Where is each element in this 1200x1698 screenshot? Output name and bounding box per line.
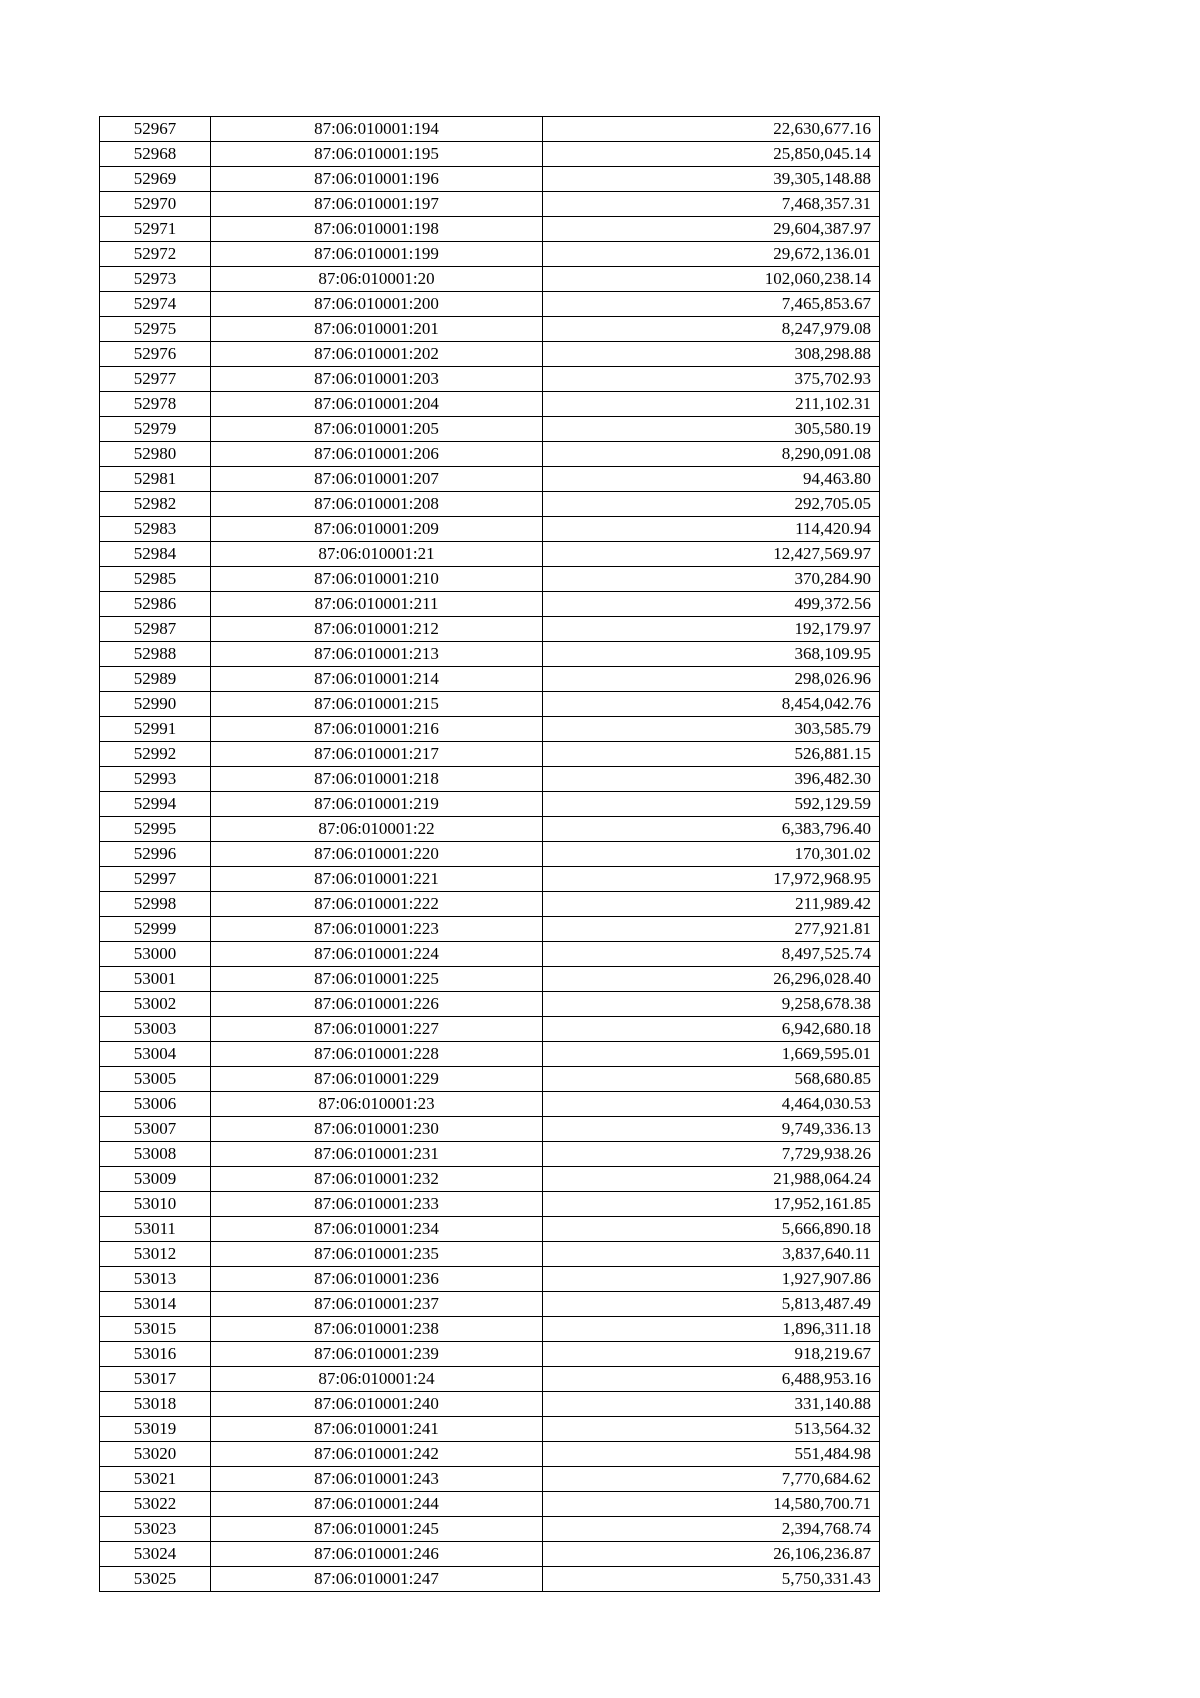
table-row: [100, 842, 880, 867]
value-cell: 2,394,768.74: [543, 1517, 880, 1542]
value-cell: 14,580,700.71: [543, 1492, 880, 1517]
cadastral-id-cell: 87:06:010001:247: [211, 1567, 543, 1592]
table-row: [100, 1042, 880, 1067]
value-cell: 526,881.15: [543, 742, 880, 767]
cadastral-id-cell: 87:06:010001:24: [211, 1367, 543, 1392]
table-row: [100, 1467, 880, 1492]
row-number-cell: 53023: [100, 1517, 211, 1542]
table-row: [100, 117, 880, 142]
table-row: [100, 442, 880, 467]
table-row: [100, 1017, 880, 1042]
table-row: [100, 417, 880, 442]
row-number-cell: 52979: [100, 417, 211, 442]
table-row: [100, 1067, 880, 1092]
value-cell: 305,580.19: [543, 417, 880, 442]
value-cell: 308,298.88: [543, 342, 880, 367]
row-number-cell: 52971: [100, 217, 211, 242]
table-row: [100, 192, 880, 217]
row-number-cell: 52982: [100, 492, 211, 517]
table-row: [100, 1317, 880, 1342]
cadastral-id-cell: 87:06:010001:216: [211, 717, 543, 742]
table-row: [100, 617, 880, 642]
value-cell: 192,179.97: [543, 617, 880, 642]
value-cell: 8,247,979.08: [543, 317, 880, 342]
value-cell: 29,604,387.97: [543, 217, 880, 242]
value-cell: 298,026.96: [543, 667, 880, 692]
cadastral-id-cell: 87:06:010001:198: [211, 217, 543, 242]
table-row: [100, 1442, 880, 1467]
row-number-cell: 52991: [100, 717, 211, 742]
cadastral-id-cell: 87:06:010001:210: [211, 567, 543, 592]
value-cell: 22,630,677.16: [543, 117, 880, 142]
cadastral-id-cell: 87:06:010001:232: [211, 1167, 543, 1192]
table-row: [100, 1567, 880, 1592]
cadastral-id-cell: 87:06:010001:202: [211, 342, 543, 367]
value-cell: 8,454,042.76: [543, 692, 880, 717]
row-number-cell: 53014: [100, 1292, 211, 1317]
table-row: [100, 592, 880, 617]
cadastral-id-cell: 87:06:010001:207: [211, 467, 543, 492]
table-row: [100, 1192, 880, 1217]
table-row: [100, 292, 880, 317]
cadastral-id-cell: 87:06:010001:20: [211, 267, 543, 292]
row-number-cell: 53021: [100, 1467, 211, 1492]
cadastral-id-cell: 87:06:010001:242: [211, 1442, 543, 1467]
row-number-cell: 52989: [100, 667, 211, 692]
table-row: [100, 167, 880, 192]
table-row: [100, 367, 880, 392]
row-number-cell: 52985: [100, 567, 211, 592]
row-number-cell: 52973: [100, 267, 211, 292]
value-cell: 396,482.30: [543, 767, 880, 792]
table-row: [100, 1517, 880, 1542]
value-cell: 292,705.05: [543, 492, 880, 517]
row-number-cell: 52984: [100, 542, 211, 567]
cadastral-id-cell: 87:06:010001:241: [211, 1417, 543, 1442]
row-number-cell: 53016: [100, 1342, 211, 1367]
table-row: [100, 742, 880, 767]
row-number-cell: 52995: [100, 817, 211, 842]
cadastral-id-cell: 87:06:010001:197: [211, 192, 543, 217]
table-row: [100, 1417, 880, 1442]
row-number-cell: 53018: [100, 1392, 211, 1417]
cadastral-id-cell: 87:06:010001:217: [211, 742, 543, 767]
table-row: [100, 817, 880, 842]
table-row: [100, 667, 880, 692]
value-cell: 5,750,331.43: [543, 1567, 880, 1592]
value-cell: 29,672,136.01: [543, 242, 880, 267]
row-number-cell: 52967: [100, 117, 211, 142]
table-row: [100, 1117, 880, 1142]
value-cell: 211,102.31: [543, 392, 880, 417]
row-number-cell: 53006: [100, 1092, 211, 1117]
table-row: [100, 1367, 880, 1392]
cadastral-id-cell: 87:06:010001:222: [211, 892, 543, 917]
table-row: [100, 942, 880, 967]
value-cell: 102,060,238.14: [543, 267, 880, 292]
row-number-cell: 53025: [100, 1567, 211, 1592]
cadastral-id-cell: 87:06:010001:21: [211, 542, 543, 567]
cadastral-id-cell: 87:06:010001:22: [211, 817, 543, 842]
table-row: [100, 1392, 880, 1417]
value-cell: 8,497,525.74: [543, 942, 880, 967]
cadastral-id-cell: 87:06:010001:239: [211, 1342, 543, 1367]
row-number-cell: 52999: [100, 917, 211, 942]
value-cell: 592,129.59: [543, 792, 880, 817]
table-row: [100, 967, 880, 992]
value-cell: 331,140.88: [543, 1392, 880, 1417]
row-number-cell: 53005: [100, 1067, 211, 1092]
row-number-cell: 52994: [100, 792, 211, 817]
table-row: [100, 1217, 880, 1242]
value-cell: 3,837,640.11: [543, 1242, 880, 1267]
table-row: [100, 492, 880, 517]
value-cell: 21,988,064.24: [543, 1167, 880, 1192]
data-table: [99, 116, 880, 1592]
row-number-cell: 52972: [100, 242, 211, 267]
table-row: [100, 142, 880, 167]
value-cell: 7,468,357.31: [543, 192, 880, 217]
row-number-cell: 52974: [100, 292, 211, 317]
row-number-cell: 53012: [100, 1242, 211, 1267]
cadastral-id-cell: 87:06:010001:230: [211, 1117, 543, 1142]
cadastral-id-cell: 87:06:010001:219: [211, 792, 543, 817]
value-cell: 170,301.02: [543, 842, 880, 867]
row-number-cell: 52983: [100, 517, 211, 542]
cadastral-id-cell: 87:06:010001:244: [211, 1492, 543, 1517]
value-cell: 370,284.90: [543, 567, 880, 592]
cadastral-id-cell: 87:06:010001:220: [211, 842, 543, 867]
cadastral-id-cell: 87:06:010001:238: [211, 1317, 543, 1342]
row-number-cell: 52992: [100, 742, 211, 767]
value-cell: 4,464,030.53: [543, 1092, 880, 1117]
value-cell: 6,383,796.40: [543, 817, 880, 842]
row-number-cell: 53020: [100, 1442, 211, 1467]
row-number-cell: 53000: [100, 942, 211, 967]
cadastral-id-cell: 87:06:010001:211: [211, 592, 543, 617]
table-row: [100, 1242, 880, 1267]
value-cell: 5,813,487.49: [543, 1292, 880, 1317]
cadastral-id-cell: 87:06:010001:200: [211, 292, 543, 317]
table-row: [100, 867, 880, 892]
table-row: [100, 692, 880, 717]
cadastral-id-cell: 87:06:010001:243: [211, 1467, 543, 1492]
row-number-cell: 52970: [100, 192, 211, 217]
table-row: [100, 267, 880, 292]
cadastral-id-cell: 87:06:010001:196: [211, 167, 543, 192]
row-number-cell: 53017: [100, 1367, 211, 1392]
cadastral-id-cell: 87:06:010001:233: [211, 1192, 543, 1217]
cadastral-id-cell: 87:06:010001:224: [211, 942, 543, 967]
row-number-cell: 52993: [100, 767, 211, 792]
table-row: [100, 217, 880, 242]
row-number-cell: 52996: [100, 842, 211, 867]
cadastral-id-cell: 87:06:010001:237: [211, 1292, 543, 1317]
row-number-cell: 53019: [100, 1417, 211, 1442]
row-number-cell: 52986: [100, 592, 211, 617]
table-row: [100, 1342, 880, 1367]
cadastral-id-cell: 87:06:010001:212: [211, 617, 543, 642]
table-row: [100, 1267, 880, 1292]
cadastral-id-cell: 87:06:010001:227: [211, 1017, 543, 1042]
row-number-cell: 52975: [100, 317, 211, 342]
row-number-cell: 52990: [100, 692, 211, 717]
value-cell: 551,484.98: [543, 1442, 880, 1467]
value-cell: 39,305,148.88: [543, 167, 880, 192]
value-cell: 375,702.93: [543, 367, 880, 392]
row-number-cell: 53004: [100, 1042, 211, 1067]
table-row: [100, 392, 880, 417]
value-cell: 17,972,968.95: [543, 867, 880, 892]
cadastral-id-cell: 87:06:010001:203: [211, 367, 543, 392]
row-number-cell: 53008: [100, 1142, 211, 1167]
table-row: [100, 1092, 880, 1117]
cadastral-id-cell: 87:06:010001:229: [211, 1067, 543, 1092]
row-number-cell: 52969: [100, 167, 211, 192]
row-number-cell: 53010: [100, 1192, 211, 1217]
value-cell: 8,290,091.08: [543, 442, 880, 467]
value-cell: 94,463.80: [543, 467, 880, 492]
row-number-cell: 52968: [100, 142, 211, 167]
row-number-cell: 53001: [100, 967, 211, 992]
cadastral-id-cell: 87:06:010001:231: [211, 1142, 543, 1167]
cadastral-id-cell: 87:06:010001:235: [211, 1242, 543, 1267]
cadastral-id-cell: 87:06:010001:215: [211, 692, 543, 717]
value-cell: 9,749,336.13: [543, 1117, 880, 1142]
row-number-cell: 52988: [100, 642, 211, 667]
table-row: [100, 242, 880, 267]
cadastral-id-cell: 87:06:010001:213: [211, 642, 543, 667]
table-row: [100, 342, 880, 367]
row-number-cell: 52997: [100, 867, 211, 892]
table-row: [100, 467, 880, 492]
row-number-cell: 52981: [100, 467, 211, 492]
table-row: [100, 892, 880, 917]
row-number-cell: 53022: [100, 1492, 211, 1517]
value-cell: 9,258,678.38: [543, 992, 880, 1017]
cadastral-id-cell: 87:06:010001:23: [211, 1092, 543, 1117]
value-cell: 7,465,853.67: [543, 292, 880, 317]
cadastral-id-cell: 87:06:010001:221: [211, 867, 543, 892]
table-row: [100, 642, 880, 667]
table-row: [100, 792, 880, 817]
cadastral-id-cell: 87:06:010001:234: [211, 1217, 543, 1242]
table-row: [100, 1292, 880, 1317]
value-cell: 17,952,161.85: [543, 1192, 880, 1217]
value-cell: 499,372.56: [543, 592, 880, 617]
cadastral-id-cell: 87:06:010001:209: [211, 517, 543, 542]
cadastral-id-cell: 87:06:010001:205: [211, 417, 543, 442]
value-cell: 568,680.85: [543, 1067, 880, 1092]
value-cell: 6,488,953.16: [543, 1367, 880, 1392]
cadastral-id-cell: 87:06:010001:206: [211, 442, 543, 467]
value-cell: 7,729,938.26: [543, 1142, 880, 1167]
value-cell: 1,896,311.18: [543, 1317, 880, 1342]
value-cell: 1,927,907.86: [543, 1267, 880, 1292]
cadastral-id-cell: 87:06:010001:204: [211, 392, 543, 417]
table-row: [100, 992, 880, 1017]
cadastral-id-cell: 87:06:010001:208: [211, 492, 543, 517]
row-number-cell: 53007: [100, 1117, 211, 1142]
row-number-cell: 53002: [100, 992, 211, 1017]
table-body: [100, 117, 880, 1592]
cadastral-id-cell: 87:06:010001:245: [211, 1517, 543, 1542]
table-row: [100, 1492, 880, 1517]
table-row: [100, 517, 880, 542]
cadastral-id-cell: 87:06:010001:240: [211, 1392, 543, 1417]
value-cell: 5,666,890.18: [543, 1217, 880, 1242]
row-number-cell: 52976: [100, 342, 211, 367]
table-row: [100, 1167, 880, 1192]
cadastral-id-cell: 87:06:010001:225: [211, 967, 543, 992]
value-cell: 26,296,028.40: [543, 967, 880, 992]
row-number-cell: 53024: [100, 1542, 211, 1567]
cadastral-id-cell: 87:06:010001:201: [211, 317, 543, 342]
table-row: [100, 767, 880, 792]
cadastral-id-cell: 87:06:010001:195: [211, 142, 543, 167]
value-cell: 368,109.95: [543, 642, 880, 667]
value-cell: 26,106,236.87: [543, 1542, 880, 1567]
value-cell: 6,942,680.18: [543, 1017, 880, 1042]
value-cell: 277,921.81: [543, 917, 880, 942]
table-row: [100, 717, 880, 742]
cadastral-id-cell: 87:06:010001:226: [211, 992, 543, 1017]
table-row: [100, 1142, 880, 1167]
value-cell: 114,420.94: [543, 517, 880, 542]
value-cell: 513,564.32: [543, 1417, 880, 1442]
table-row: [100, 542, 880, 567]
table-row: [100, 567, 880, 592]
value-cell: 211,989.42: [543, 892, 880, 917]
value-cell: 1,669,595.01: [543, 1042, 880, 1067]
row-number-cell: 52977: [100, 367, 211, 392]
cadastral-id-cell: 87:06:010001:223: [211, 917, 543, 942]
value-cell: 25,850,045.14: [543, 142, 880, 167]
row-number-cell: 53015: [100, 1317, 211, 1342]
row-number-cell: 52978: [100, 392, 211, 417]
table-row: [100, 1542, 880, 1567]
cadastral-id-cell: 87:06:010001:236: [211, 1267, 543, 1292]
cadastral-id-cell: 87:06:010001:246: [211, 1542, 543, 1567]
row-number-cell: 52980: [100, 442, 211, 467]
value-cell: 7,770,684.62: [543, 1467, 880, 1492]
table-row: [100, 917, 880, 942]
cadastral-id-cell: 87:06:010001:228: [211, 1042, 543, 1067]
cadastral-id-cell: 87:06:010001:194: [211, 117, 543, 142]
row-number-cell: 53009: [100, 1167, 211, 1192]
value-cell: 303,585.79: [543, 717, 880, 742]
cadastral-id-cell: 87:06:010001:199: [211, 242, 543, 267]
row-number-cell: 52987: [100, 617, 211, 642]
row-number-cell: 53011: [100, 1217, 211, 1242]
cadastral-id-cell: 87:06:010001:218: [211, 767, 543, 792]
value-cell: 918,219.67: [543, 1342, 880, 1367]
cadastral-id-cell: 87:06:010001:214: [211, 667, 543, 692]
table-row: [100, 317, 880, 342]
row-number-cell: 52998: [100, 892, 211, 917]
value-cell: 12,427,569.97: [543, 542, 880, 567]
row-number-cell: 53003: [100, 1017, 211, 1042]
row-number-cell: 53013: [100, 1267, 211, 1292]
